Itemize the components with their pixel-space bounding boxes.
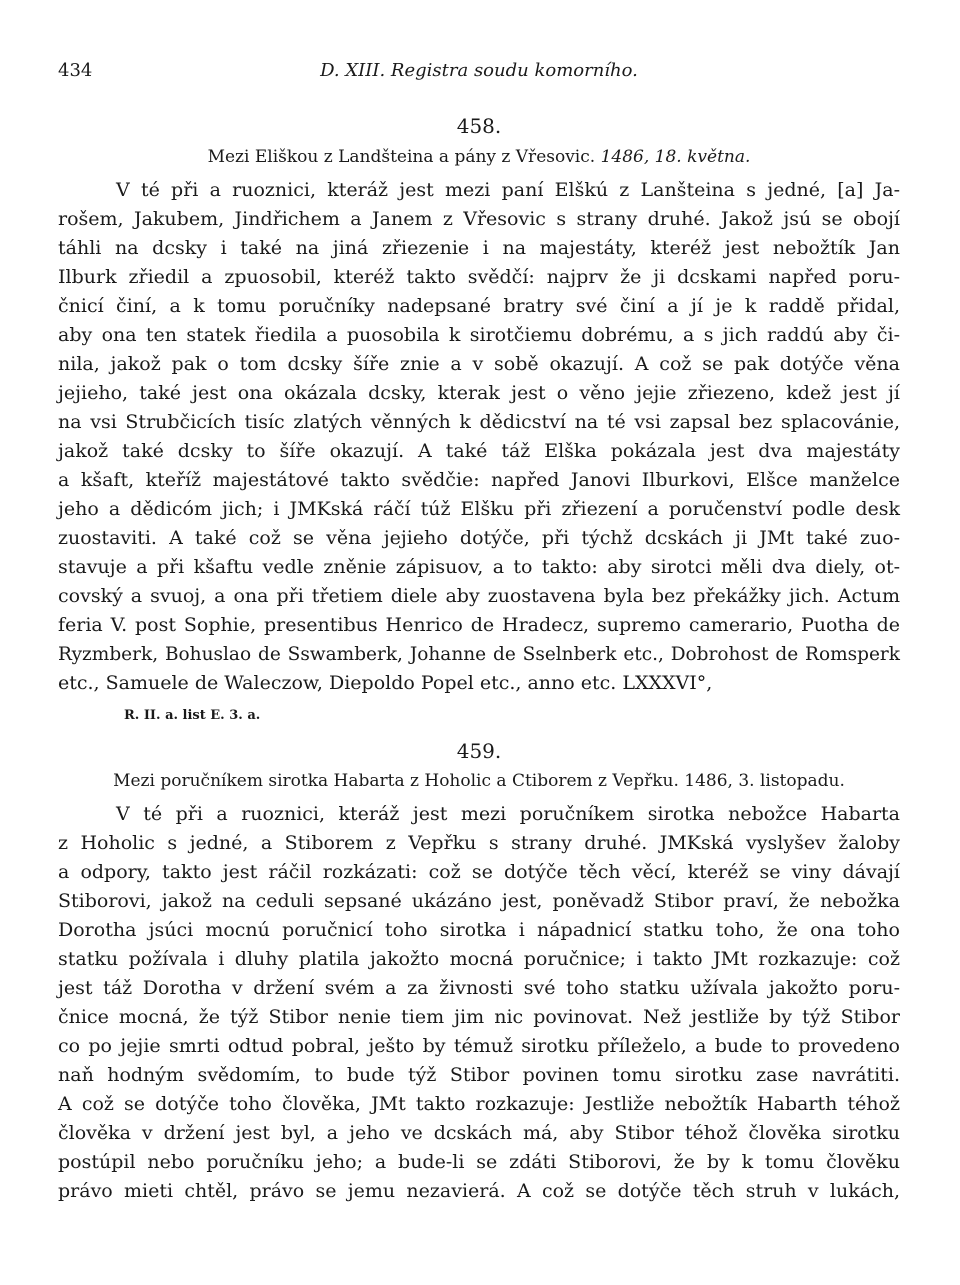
text-line: V té při a ruoznici, kteráž jest mezi paní Elškú z Lanšteina s jedné, [a] Ja- — [116, 179, 900, 201]
document-page — [58, 0, 900, 1285]
text-line: rošem, Jakubem, Jindřichem a Janem z Vřesovic s strany druhé. Jakož jsú se obojí — [58, 208, 900, 230]
text-line: co po jejie smrti odtud pobral, ješto by témuž sirotku příleželo, a bude to provedeno — [58, 1035, 900, 1057]
text-line: čnicí činí, a k tomu poručníky nadepsané bratry své činí a jí je k raddě přidal, — [58, 295, 900, 317]
text-line: covský a svuoj, a ona při třetiem diele aby zuostavena byla bez překážky jich. Actum — [58, 585, 900, 607]
entry-body-458 — [58, 176, 900, 698]
text-line: jeho a dědicóm jich; i JMKská ráčí túž Elšku při zřiezení a poručenství podle desk — [58, 498, 900, 520]
text-line: Ryzmberk, Bohuslao de Sswamberk, Johanne de Sselnberk etc., Dobrohost de Romsperk — [58, 644, 900, 665]
source-note: R. II. a. list E. 3. a. — [124, 708, 261, 723]
running-title: D. XIII. Registra soudu komorního. — [320, 60, 638, 81]
text-line: Ilburk zřiedil a zpuosobil, kteréž takto svědčí: najprv že ji dcskami napřed poru- — [58, 266, 900, 288]
text-line: a kšaft, kteříž majestátové takto svědčie: napřed Janovi Ilburkovi, Elšce manželce — [58, 469, 900, 491]
entry-number-458: 458. — [456, 114, 502, 138]
text-line: aby ona ten statek řiedila a puosobila k sirotčiemu dobrému, a s jich raddú aby či- — [58, 324, 900, 346]
text-line: na vsi Strubčicích tisíc zlatých věnných k dědicství na té vsi zapsal bez splacovánie, — [58, 411, 900, 433]
text-line: postúpil nebo poručníku jeho; a bude-li se zdáti Stiborovi, že by k tomu člověku — [58, 1151, 900, 1173]
entry-heading-text: Mezi Eliškou z Landšteina a pány z Vřesovic. — [207, 147, 596, 167]
text-line: etc., Samuele de Waleczow, Diepoldo Popel etc., anno etc. LXXXVI°, — [58, 672, 713, 694]
text-line: naň hodným svědomím, to bude týž Stibor povinen tomu sirotku zase navrátiti. — [58, 1064, 900, 1086]
text-line: statku požívala i dluhy platila jakožto mocná poručnice; i takto JMt rozkazuje: což — [58, 948, 900, 970]
running-head — [58, 60, 900, 86]
text-line: V té při a ruoznici, kteráž jest mezi poručníkem sirotka nebožce Habarta — [116, 803, 900, 825]
entry-number-459: 459. — [456, 739, 502, 763]
text-line: feria V. post Sophie, presentibus Henrico de Hradecz, supremo camerario, Puotha de — [58, 614, 900, 636]
text-line: Dorotha jsúci mocnú poručnicí toho sirotka i nápadnicí statku toho, že ona toho — [58, 919, 900, 941]
text-line: jejieho, také jest ona okázala dcsky, kterak jest o věno jejie zřiezeno, kdež jest jí — [58, 382, 900, 404]
text-line: právo mieti chtěl, právo se jemu nezavierá. A což se dotýče těch struh v lukách, — [58, 1180, 900, 1202]
text-line: čnice mocná, že týž Stibor nenie tiem jim nic povinovat. Než jestliže by týž Stibor — [58, 1006, 900, 1028]
text-line: A což se dotýče toho člověka, JMt takto rozkazuje: Jestliže nebožtík Habarth téhož — [58, 1093, 900, 1115]
text-line: Stiborovi, jakož na ceduli sepsané ukázáno jest, poněvadž Stibor praví, že nebožka — [58, 890, 900, 912]
text-line: zuostaviti. A také což se věna jejieho dotýče, při týchž dcskách ji JMt také zuo- — [58, 527, 900, 549]
text-line: z Hoholic s jedné, a Stiborem z Vepřku s strany druhé. JMKská vyslyšev žaloby — [58, 832, 900, 854]
text-line: nila, jakož pak o tom dcsky šíře znie a v sobě okazují. A což se pak dotýče věna — [58, 353, 900, 375]
text-line: jakož také dcsky to šíře okazují. A také táž Elška pokázala jest dva majestáty — [58, 440, 900, 462]
text-line: a odpory, takto jest ráčil rozkázati: což se dotýče těch věcí, kteréž se viny dávají — [58, 861, 900, 883]
page-number: 434 — [58, 60, 93, 81]
text-line: táhli na dcsky i také na jiná zřiezenie i na majestáty, kteréž jest nebožtík Jan — [58, 237, 900, 259]
entry-body-459 — [58, 800, 900, 1206]
entry-date: 1486, 18. května. — [600, 147, 751, 167]
entry-date: 1486, 3. listopadu. — [684, 771, 845, 791]
entry-heading-459 — [58, 771, 900, 791]
text-line: jest táž Dorotha v držení svém a za živnosti své toho statku užívala jakožto poru- — [58, 977, 900, 999]
text-line: stavuje a při kšaftu vedle zněnie zápisuov, a to takto: aby sirotci měli dva diely, ot- — [58, 556, 900, 578]
entry-heading-458 — [58, 147, 900, 167]
entry-heading-text: Mezi poručníkem sirotka Habarta z Hoholic a Ctiborem z Vepřku. — [113, 771, 679, 791]
text-line: člověka v držení jest byl, a jeho ve dcskách má, aby Stibor téhož člověka sirotku — [58, 1122, 900, 1144]
